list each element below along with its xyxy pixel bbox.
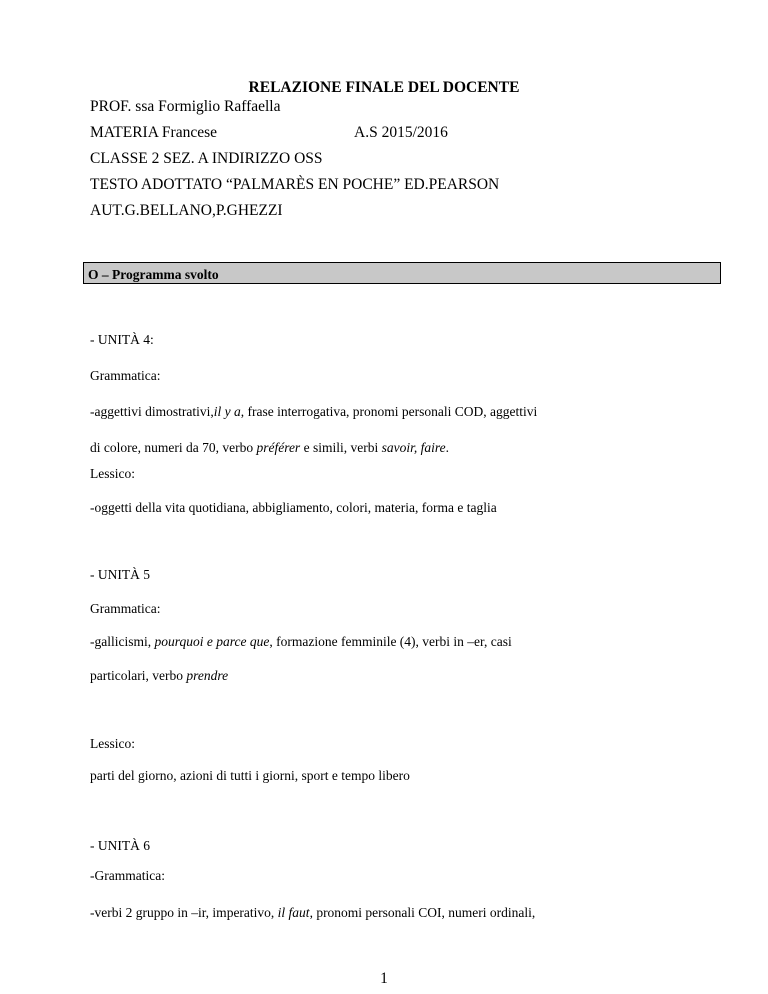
page-number: 1 xyxy=(380,970,388,987)
unit-6-grammar-label: -Grammatica: xyxy=(90,868,165,883)
document-title: RELAZIONE FINALE DEL DOCENTE xyxy=(248,79,520,96)
unit-6-grammar-line-1: -verbi 2 gruppo in –ir, imperativo, il faut, pronomi personali COI, numeri ordinali, xyxy=(90,905,536,920)
unit-4-grammar-line-1: -aggettivi dimostrativi,il y a, frase interrogativa, pronomi personali COD, aggettivi xyxy=(90,404,538,419)
professor-line: PROF. ssa Formiglio Raffaella xyxy=(90,98,281,115)
unit-5-title: - UNITÀ 5 xyxy=(90,567,150,582)
unit-5-lexicon-line-1: parti del giorno, azioni di tutti i giorni, sport e tempo libero xyxy=(90,768,410,783)
unit-5-grammar-label: Grammatica: xyxy=(90,601,161,616)
unit-4-lexicon-label: Lessico: xyxy=(90,466,135,481)
unit-6-title: - UNITÀ 6 xyxy=(90,838,150,853)
textbook-line: TESTO ADOTTATO “PALMARÈS EN POCHE” ED.PEARSON xyxy=(90,176,500,193)
unit-5-grammar-line-1: -gallicismi, pourquoi e parce que, formazione femminile (4), verbi in –er, casi xyxy=(90,634,512,649)
subject-line: MATERIA Francese xyxy=(90,124,217,141)
class-line: CLASSE 2 SEZ. A INDIRIZZO OSS xyxy=(90,150,323,167)
unit-4-grammar-label: Grammatica: xyxy=(90,368,161,383)
school-year: A.S 2015/2016 xyxy=(354,124,448,141)
unit-5-lexicon-label: Lessico: xyxy=(90,736,135,751)
unit-5-grammar-line-2: particolari, verbo prendre xyxy=(90,668,229,683)
authors-line: AUT.G.BELLANO,P.GHEZZI xyxy=(90,202,283,219)
unit-4-grammar-line-2: di colore, numeri da 70, verbo préférer e simili, verbi savoir, faire. xyxy=(90,440,449,455)
unit-4-title: - UNITÀ 4: xyxy=(90,332,154,347)
unit-4-lexicon-line-1: -oggetti della vita quotidiana, abbigliamento, colori, materia, forma e taglia xyxy=(90,500,497,515)
section-heading: O – Programma svolto xyxy=(88,267,219,282)
section-heading-bar xyxy=(83,262,721,284)
